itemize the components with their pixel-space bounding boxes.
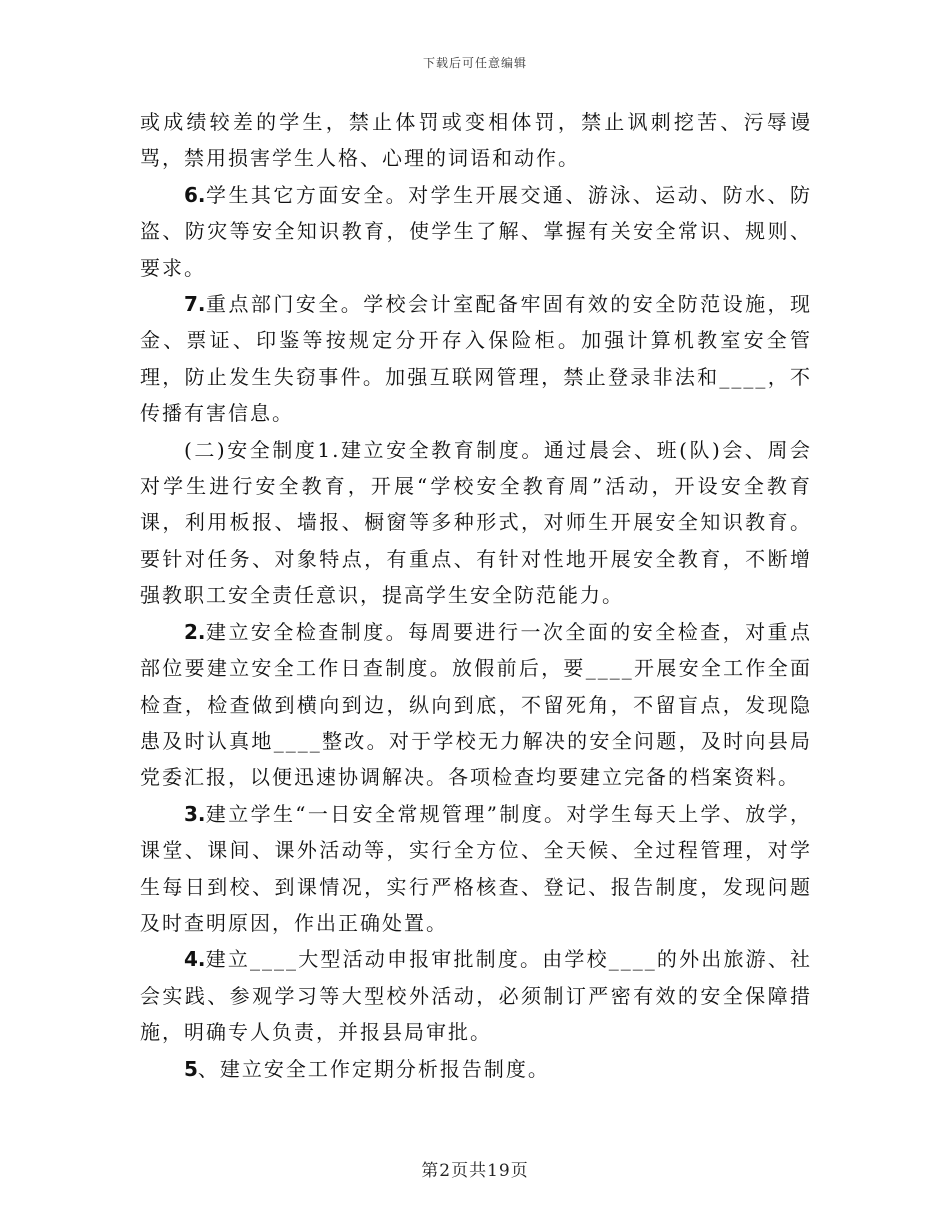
paragraph-text: 重点部门安全。学校会计室配备牢固有效的安全防范设施，现金、票证、印鉴等按规定分开存入保险柜。加强计算机教室安全管理，防止发生失窃事件。加强互联网管理，禁止登录非法和____，不传播有害信息。 [140,292,812,426]
paragraph-text: 建立学生“一日安全常规管理”制度。对学生每天上学、放学，课堂、课间、课外活动等，实行全方位、全天候、全过程管理，对学生每日到校、到课情况，实行严格核查、登记、报告制度，发现问题及时查明原因，作出正确处置。 [140,801,812,935]
page-footer: 第2页共19页 [421,1161,529,1181]
page-header: 下载后可任意编辑 [422,56,527,70]
paragraph-rule-5 [140,1051,812,1087]
paragraph-text: 学生其它方面安全。对学生开展交通、游泳、运动、防水、防盗、防灾等安全知识教育，使学生了解、掌握有关安全常识、规则、要求。 [140,182,812,280]
paragraph-number: 5 [184,1056,198,1081]
paragraph-section-2 [140,432,812,614]
paragraph-number: 6. [184,182,206,207]
paragraph-item-6 [140,177,812,286]
paragraph-number: 4. [184,947,206,972]
paragraph-number: 2. [184,619,206,644]
paragraph-continuation [140,104,812,177]
paragraph-item-7 [140,286,812,432]
paragraph-rule-2 [140,614,812,796]
paragraph-rule-3 [140,796,812,942]
paragraph-number: 3. [184,801,206,826]
paragraph-text: 建立____大型活动申报审批制度。由学校____的外出旅游、社会实践、参观学习等大型校外活动，必须制订严密有效的安全保障措施，明确专人负责，并报县局审批。 [140,947,812,1045]
document-body [140,104,812,1087]
paragraph-number: 7. [184,292,206,317]
paragraph-text: 建立安全检查制度。每周要进行一次全面的安全检查，对重点部位要建立安全工作日查制度。放假前后，要____开展安全工作全面检查，检查做到横向到边，纵向到底，不留死角，不留盲点，发现隐患及时认真地____整改。对于学校无力解决的安全问题，及时向县局党委汇报，以便迅速协调解决。各项检查均要建立完备的档案资料。 [140,619,812,790]
paragraph-text: 、建立安全工作定期分析报告制度。 [197,1056,550,1081]
paragraph-text: (二)安全制度1.建立安全教育制度。通过晨会、班(队)会、周会对学生进行安全教育，开展“学校安全教育周”活动，开设安全教育课，利用板报、墙报、橱窗等多种形式，对师生开展安全知识教育。要针对任务、对象特点，有重点、有针对性地开展安全教育，不断增强教职工安全责任意识，提高学生安全防范能力。 [140,437,812,608]
paragraph-text: 或成绩较差的学生，禁止体罚或变相体罚，禁止讽刺挖苦、污辱谩骂，禁用损害学生人格、心理的词语和动作。 [140,110,812,171]
paragraph-rule-4 [140,941,812,1050]
